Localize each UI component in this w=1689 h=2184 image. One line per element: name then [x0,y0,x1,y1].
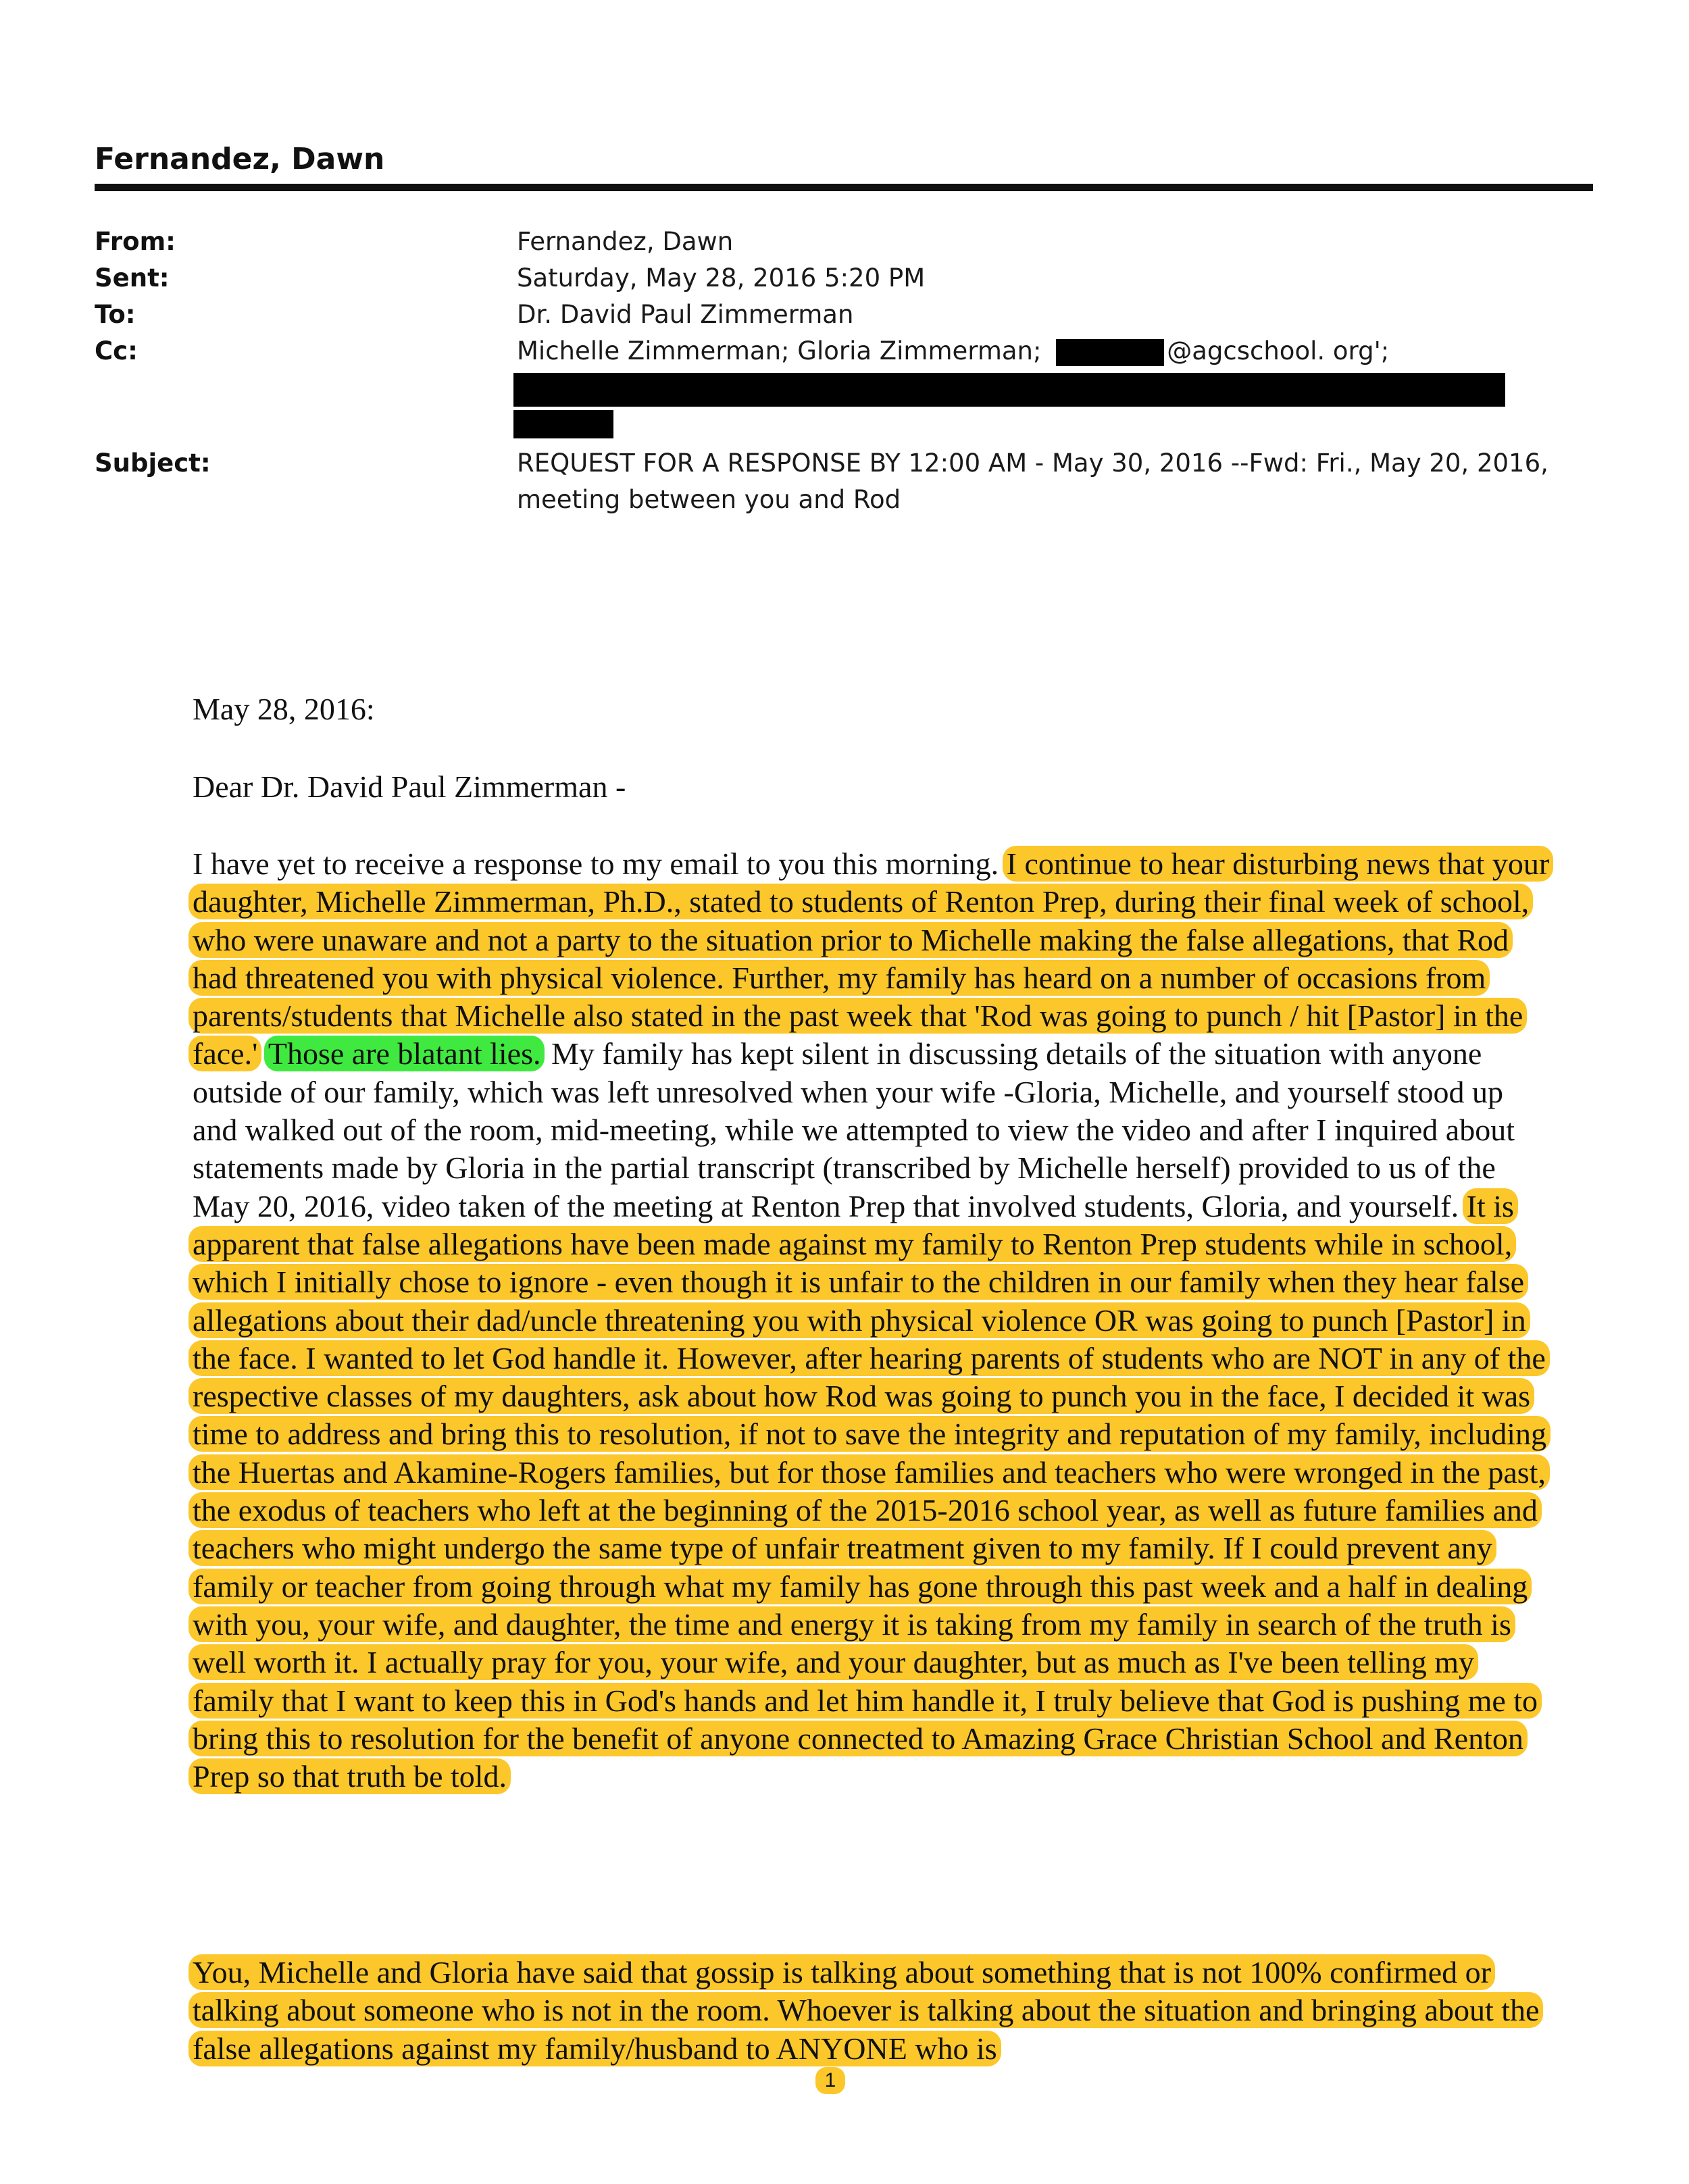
subject-line-2: meeting between you and Rod [517,485,901,514]
yellow-highlight: You, Michelle and Gloria have said that gossip is talking about something that is not 100% confirmed or talking about someone who is not in the room. Whoever is talking about the situation and bringing about the false allegations against my family/husband to ANYONE who is [188,1954,1543,2066]
cc-email-domain: @agcschool. org'; [1167,336,1390,365]
letter-paragraph-2 [193,1954,1551,2068]
letter-date: May 28, 2016: [193,692,375,726]
sent-label: Sent: [95,263,170,293]
redaction-bar [1056,339,1164,366]
cc-value [517,336,1389,366]
subject-label: Subject: [95,449,211,478]
to-label: To: [95,300,136,329]
subject-line-1: REQUEST FOR A RESPONSE BY 12:00 AM - May 30, 2016 --Fwd: Fri., May 20, 2016, [517,449,1548,478]
cc-label: Cc: [95,336,138,365]
page-number: 1 [815,2067,845,2094]
letter-salutation: Dear Dr. David Paul Zimmerman - [193,769,626,804]
to-value: Dr. David Paul Zimmerman [517,300,854,329]
from-label: From: [95,227,176,256]
yellow-highlight: I continue to hear disturbing news that your daughter, Michelle Zimmerman, Ph.D., stated to students of Renton Prep, during their final week of school, who were unaware and not a party to the situation prior to Michelle making the false allegations, that Rod had threatened you with physical violence. Further, my family has heard on a number of occasions from parents/students that Michelle also stated in the past week that 'Rod was going to punch / hit [Pastor] in the face.' [188,846,1553,1071]
yellow-highlight: It is apparent that false allegations have been made against my family to Renton Prep students while in school, which I initially chose to ignore - even though it is unfair to the children in our family when they hear false allegations about their dad/uncle threatening you with physical violence OR was going to punch [Pastor] in the face. I wanted to let God handle it. However, after hearing parents of students who are NOT in any of the respective classes of my daughters, ask about how Rod was going to punch you in the face, I decided it was time to address and bring this to resolution, if not to save the integrity and reputation of my family, including the Huertas and Akamine-Rogers families, but for those families and teachers who were wronged in the past, the exodus of teachers who left at the beginning of the 2015-2016 school year, as well as future families and teachers who might undergo the same type of unfair treatment given to my family. If I could prevent any family or teacher from going through what my family has gone through this past week and a half in dealing with you, your wife, and daughter, the time and energy it is taking from my family in search of the truth is well worth it. I actually pray for you, your wife, and your daughter, but as much as I've been telling my family that I want to keep this in God's hands and let him handle it, I truly believe that God is pushing me to bring this to resolution for the benefit of anyone connected to Amazing Grace Christian School and Renton Prep so that truth be told. [188,1188,1551,1794]
letter-paragraph-1 [193,845,1551,1796]
email-owner-name: Fernandez, Dawn [95,142,385,176]
paragraph-intro: I have yet to receive a response to my email to you this morning. [193,846,999,881]
redaction-bar [513,373,1505,407]
redaction-bar [513,410,613,438]
sent-value: Saturday, May 28, 2016 5:20 PM [517,263,926,293]
green-highlight: Those are blatant lies. [264,1036,545,1071]
from-value: Fernandez, Dawn [517,227,734,256]
cc-recipients: Michelle Zimmerman; Gloria Zimmerman; [517,336,1042,365]
header-divider [95,184,1593,191]
paragraph-middle: My family has kept silent in discussing details of the situation with anyone outside of our family, which was left unresolved when your wife -Gloria, Michelle, and yourself stood up and walked out of the room, mid-meeting, while we attempted to view the video and after I inquired about statements made by Gloria in the partial transcript (transcribed by Michelle herself) provided to us of the May 20, 2016, video taken of the meeting at Renton Prep that involved students, Gloria, and yourself. [193,1036,1515,1223]
